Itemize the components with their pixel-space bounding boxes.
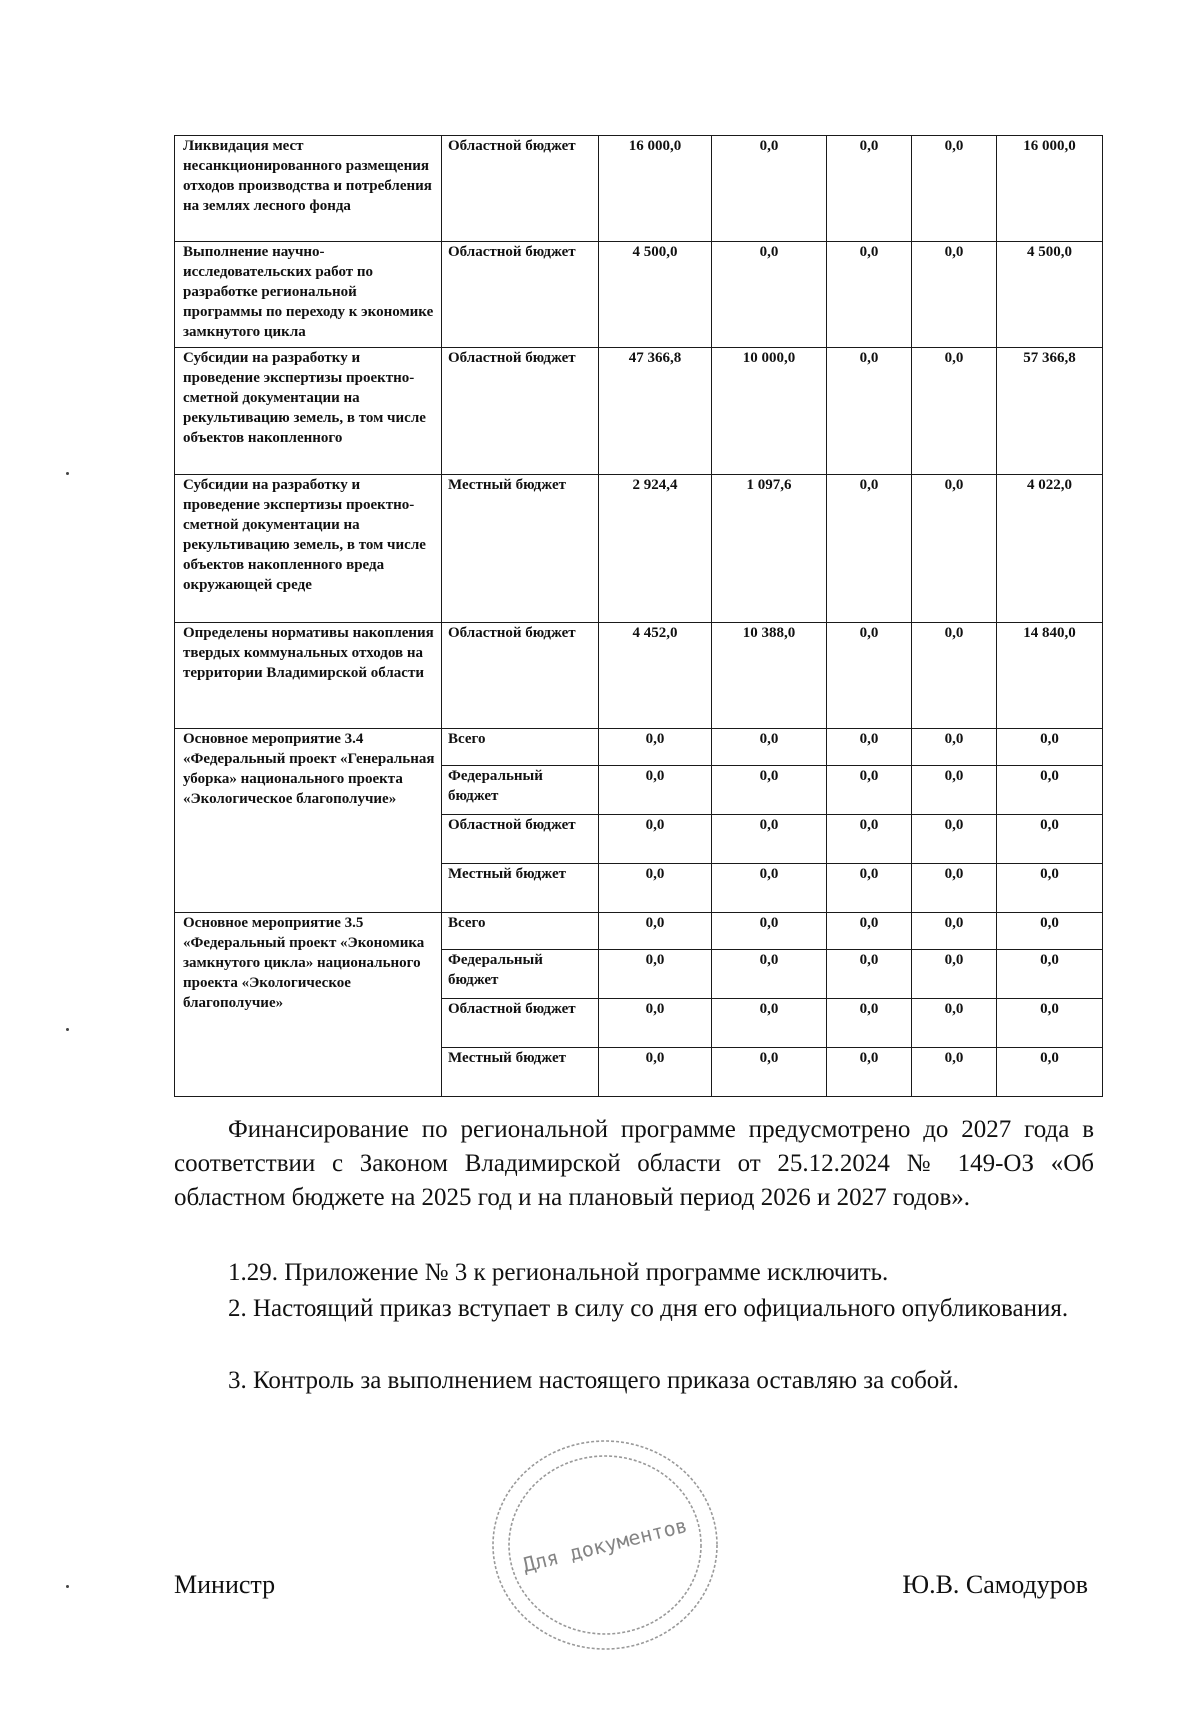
budget-source: Местный бюджет (442, 864, 599, 913)
value-cell: 0,0 (599, 1048, 712, 1097)
budget-source: Областной бюджет (442, 242, 599, 348)
total-cell: 0,0 (997, 815, 1103, 864)
clause-3: 3. Контроль за выполнением настоящего приказа оставляю за собой. (228, 1367, 959, 1394)
table-row (175, 913, 1103, 950)
value-cell: 0,0 (912, 136, 997, 242)
stamp-text: Для документов (520, 1512, 690, 1578)
budget-source: Федеральный бюджет (442, 766, 599, 815)
value-cell: 10 000,0 (712, 348, 827, 475)
value-cell: 0,0 (712, 999, 827, 1048)
value-cell: 10 388,0 (712, 623, 827, 729)
budget-source: Местный бюджет (442, 1048, 599, 1097)
value-cell: 0,0 (827, 815, 912, 864)
value-cell: 2 924,4 (599, 475, 712, 623)
financing-paragraph: Финансирование по региональной программе предусмотрено до 2027 года в соответствии с Законом Владимирской области от 25.12.2024 № 149-ОЗ «Об областном бюджете на 2025 год и на плановый период 2026 и 2027 годов». (174, 1116, 1094, 1211)
total-cell: 16 000,0 (997, 136, 1103, 242)
value-cell: 0,0 (912, 475, 997, 623)
value-cell: 0,0 (712, 136, 827, 242)
clause-1-29: 1.29. Приложение № 3 к региональной программе исключить. (228, 1259, 889, 1286)
value-cell: 0,0 (912, 864, 997, 913)
table-row (175, 136, 1103, 242)
clause-2: 2. Настоящий приказ вступает в силу со дня его официального опубликования. (228, 1295, 1069, 1322)
value-cell: 0,0 (912, 913, 997, 950)
value-cell: 0,0 (827, 729, 912, 766)
value-cell: 0,0 (599, 913, 712, 950)
value-cell: 0,0 (712, 913, 827, 950)
value-cell: 0,0 (599, 729, 712, 766)
total-cell: 0,0 (997, 864, 1103, 913)
scan-speck (66, 1585, 69, 1588)
value-cell: 0,0 (827, 913, 912, 950)
total-cell: 0,0 (997, 1048, 1103, 1097)
budget-source: Всего (442, 913, 599, 950)
value-cell: 4 500,0 (599, 242, 712, 348)
value-cell: 0,0 (827, 864, 912, 913)
value-cell: 0,0 (712, 242, 827, 348)
value-cell: 0,0 (827, 136, 912, 242)
scan-speck (66, 1028, 69, 1031)
stamp-seal (480, 1430, 730, 1660)
value-cell: 0,0 (827, 242, 912, 348)
value-cell: 0,0 (712, 950, 827, 999)
value-cell: 0,0 (912, 242, 997, 348)
table-row (175, 623, 1103, 729)
budget-source: Областной бюджет (442, 999, 599, 1048)
value-cell: 0,0 (712, 766, 827, 815)
value-cell: 0,0 (599, 950, 712, 999)
financing-table (174, 135, 1103, 1097)
total-cell: 57 366,8 (997, 348, 1103, 475)
value-cell: 1 097,6 (712, 475, 827, 623)
total-cell: 14 840,0 (997, 623, 1103, 729)
table-row (175, 475, 1103, 623)
total-cell: 0,0 (997, 729, 1103, 766)
budget-source: Областной бюджет (442, 623, 599, 729)
value-cell: 0,0 (827, 999, 912, 1048)
budget-source: Областной бюджет (442, 348, 599, 475)
total-cell: 4 500,0 (997, 242, 1103, 348)
value-cell: 0,0 (827, 766, 912, 815)
scan-speck (66, 472, 69, 475)
value-cell: 0,0 (712, 729, 827, 766)
value-cell: 0,0 (912, 1048, 997, 1097)
table-row (175, 729, 1103, 766)
value-cell: 0,0 (827, 475, 912, 623)
value-cell: 0,0 (912, 766, 997, 815)
value-cell: 0,0 (712, 864, 827, 913)
measure-name: Ликвидация мест несанкционированного размещения отходов производства и потребления на землях лесного фонда (175, 136, 442, 242)
value-cell: 0,0 (912, 348, 997, 475)
value-cell: 0,0 (827, 1048, 912, 1097)
budget-source: Областной бюджет (442, 815, 599, 864)
value-cell: 0,0 (912, 950, 997, 999)
table-row (175, 348, 1103, 475)
value-cell: 0,0 (912, 815, 997, 864)
total-cell: 0,0 (997, 950, 1103, 999)
signer-position: Министр (174, 1570, 276, 1599)
budget-source: Местный бюджет (442, 475, 599, 623)
group-name: Основное мероприятие 3.4 «Федеральный проект «Генеральная уборка» национального проекта «Экологическое благополучие» (175, 729, 442, 913)
value-cell: 0,0 (599, 999, 712, 1048)
table-row (175, 242, 1103, 348)
value-cell: 16 000,0 (599, 136, 712, 242)
total-cell: 0,0 (997, 913, 1103, 950)
measure-name: Субсидии на разработку и проведение экспертизы проектно-сметной документации на рекультивацию земель, в том числе объектов накопленного вреда окружающей среде (175, 475, 442, 623)
signer-name: Ю.В. Самодуров (902, 1570, 1088, 1599)
value-cell: 47 366,8 (599, 348, 712, 475)
value-cell: 0,0 (912, 729, 997, 766)
group-name: Основное мероприятие 3.5 «Федеральный проект «Экономика замкнутого цикла» национального проекта «Экологическое благополучие» (175, 913, 442, 1097)
budget-source: Федеральный бюджет (442, 950, 599, 999)
value-cell: 0,0 (599, 766, 712, 815)
total-cell: 4 022,0 (997, 475, 1103, 623)
value-cell: 0,0 (599, 815, 712, 864)
value-cell: 0,0 (912, 623, 997, 729)
measure-name: Субсидии на разработку и проведение экспертизы проектно-сметной документации на рекультивацию земель, в том числе объектов накопленного (175, 348, 442, 475)
measure-name: Выполнение научно-исследовательских работ по разработке региональной программы по переходу к экономике замкнутого цикла (175, 242, 442, 348)
value-cell: 0,0 (712, 815, 827, 864)
financing-table-body (175, 136, 1103, 1097)
budget-source: Всего (442, 729, 599, 766)
value-cell: 0,0 (827, 950, 912, 999)
measure-name: Определены нормативы накопления твердых коммунальных отходов на территории Владимирской области (175, 623, 442, 729)
value-cell: 0,0 (827, 348, 912, 475)
total-cell: 0,0 (997, 999, 1103, 1048)
value-cell: 0,0 (599, 864, 712, 913)
value-cell: 0,0 (912, 999, 997, 1048)
total-cell: 0,0 (997, 766, 1103, 815)
value-cell: 0,0 (827, 623, 912, 729)
value-cell: 4 452,0 (599, 623, 712, 729)
value-cell: 0,0 (712, 1048, 827, 1097)
budget-source: Областной бюджет (442, 136, 599, 242)
